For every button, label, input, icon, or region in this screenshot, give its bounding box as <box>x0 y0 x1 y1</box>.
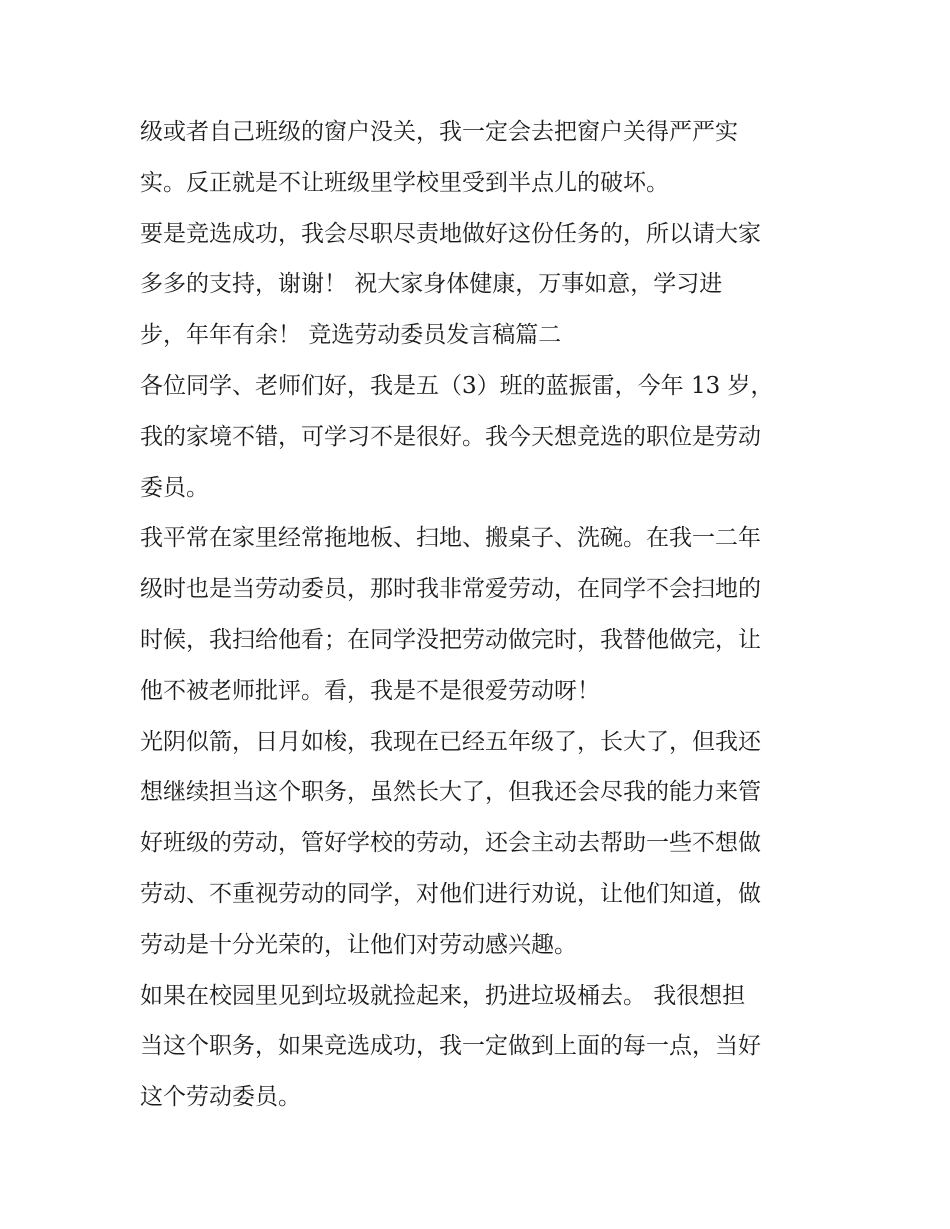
text-line: 好班级的劳动，管好学校的劳动，还会主动去帮助一些不想做 <box>140 830 761 857</box>
text-line: 要是竞选成功，我会尽职尽责地做好这份任务的，所以请大家 <box>140 220 761 247</box>
text-line: 实。反正就是不让班级里学校里受到半点儿的破坏。 <box>140 169 669 196</box>
text-line: 当这个职务，如果竞选成功，我一定做到上面的每一点，当好 <box>140 1033 761 1060</box>
text-line: 如果在校园里见到垃圾就捡起来，扔进垃圾桶去。 我很想担 <box>140 982 746 1009</box>
text-line: 我的家境不错，可学习不是很好。我今天想竞选的职位是劳动 <box>140 423 761 450</box>
speech-text <box>140 107 820 1123</box>
text-line: 光阴似箭，日月如梭，我现在已经五年级了，长大了，但我还 <box>140 728 761 755</box>
text-line: 劳动、不重视劳动的同学，对他们进行劝说，让他们知道，做 <box>140 880 761 907</box>
text-line: 时候，我扫给他看；在同学没把劳动做完时，我替他做完，让 <box>140 626 761 653</box>
text-line: 委员。 <box>140 474 209 501</box>
text-line: 他不被老师批评。看，我是不是很爱劳动呀！ <box>140 677 600 704</box>
text-line: 这个劳动委员。 <box>140 1084 301 1111</box>
text-line: 多多的支持，谢谢！ 祝大家身体健康，万事如意，学习进 <box>140 271 723 298</box>
text-line: 级时也是当劳动委员，那时我非常爱劳动，在同学不会扫地的 <box>140 576 761 603</box>
text-line: 各位同学、老师们好，我是五（3）班的蓝振雷，今年 13 岁， <box>140 372 774 399</box>
text-line: 我平常在家里经常拖地板、扫地、搬桌子、洗碗。在我一二年 <box>140 525 761 552</box>
text-line: 步，年年有余！ 竞选劳动委员发言稿篇二 <box>140 322 562 349</box>
text-line: 级或者自己班级的窗户没关，我一定会去把窗户关得严严实 <box>140 119 738 145</box>
text-line: 劳动是十分光荣的，让他们对劳动感兴趣。 <box>140 931 577 958</box>
text-line: 想继续担当这个职务，虽然长大了，但我还会尽我的能力来管 <box>140 779 761 806</box>
